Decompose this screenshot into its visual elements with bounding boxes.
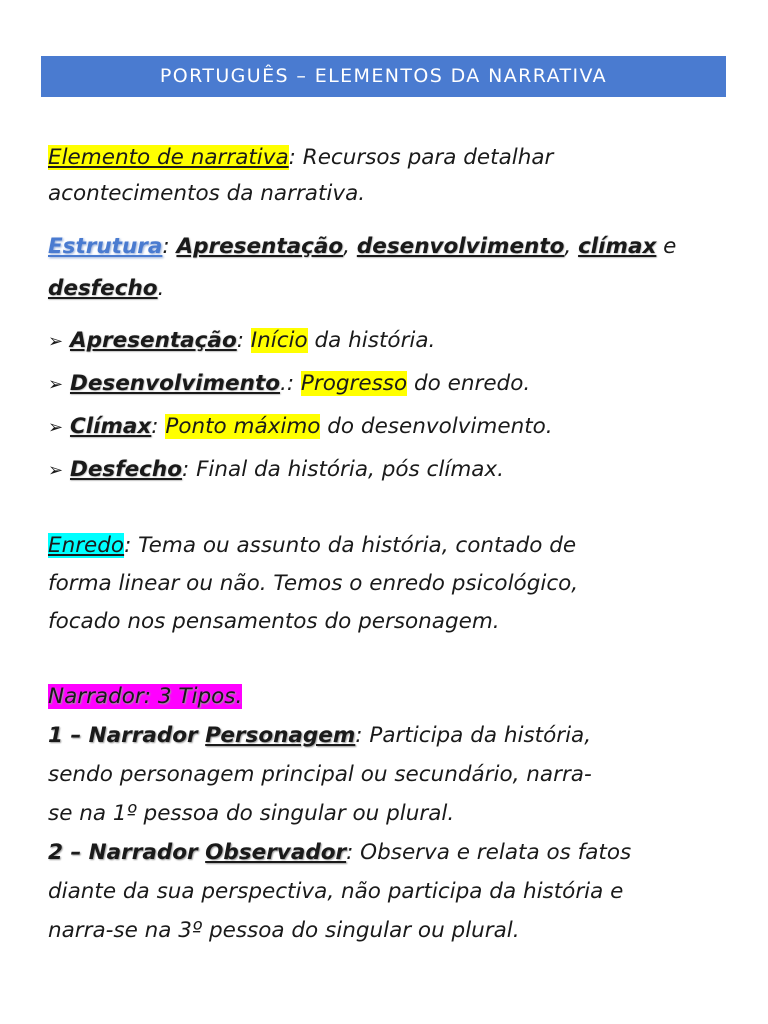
bullet-highlight: Progresso: [300, 371, 408, 396]
estrutura-part-desenvolvimento: desenvolvimento: [356, 234, 565, 259]
bullet-text: Final da história, pós clímax.: [196, 457, 504, 482]
narrador-type-2-prefix: 2 – Narrador: [48, 840, 206, 865]
narrador-type-1-line-1: : Participa da história,: [355, 723, 592, 748]
page-title: PORTUGUÊS – ELEMENTOS DA NARRATIVA: [41, 56, 726, 97]
narrador-type-2-line-1: : Observa e relata os fatos: [346, 840, 632, 865]
narrador-type-2-line-2: diante da sua perspectiva, não participa da história e: [48, 879, 624, 904]
estrutura-term: Estrutura: [48, 234, 163, 259]
estrutura-sep-1: ,: [343, 234, 357, 259]
list-item: [48, 449, 738, 492]
elemento-def-line-2: acontecimentos da narrativa.: [48, 181, 366, 206]
list-item: [48, 363, 738, 406]
narrador-type-1-prefix: 1 – Narrador: [48, 723, 206, 748]
estrutura-part-desfecho: desfecho: [48, 276, 158, 301]
estrutura-part-climax: clímax: [578, 234, 657, 259]
narrador-type-1-line-2: sendo personagem principal ou secundário, narra-: [48, 762, 592, 787]
bullet-term: Apresentação: [70, 328, 237, 353]
bullet-term: Desfecho: [70, 457, 182, 482]
estrutura-part-apresentacao: Apresentação: [176, 234, 344, 259]
estrutura-bullet-list: [48, 320, 738, 492]
arrow-bullet-icon: ➢: [48, 417, 64, 438]
bullet-term: Clímax: [70, 414, 152, 439]
narrador-type-1-term: Personagem: [205, 723, 356, 748]
bullet-colon: :: [151, 414, 166, 439]
estrutura-definition: [48, 226, 738, 310]
narrador-type-1-line-3: se na 1º pessoa do singular ou plural.: [48, 801, 455, 826]
bullet-text: do enredo.: [407, 371, 531, 396]
estrutura-and: e: [656, 234, 677, 259]
narrador-section: [48, 677, 738, 950]
estrutura-sep-2: ,: [564, 234, 579, 259]
arrow-bullet-icon: ➢: [48, 331, 64, 352]
list-item: [48, 320, 738, 363]
elemento-def-line-1: : Recursos para detalhar: [288, 145, 554, 170]
narrador-type-2-line-3: narra-se na 3º pessoa do singular ou plural.: [48, 918, 520, 943]
bullet-term: Desenvolvimento: [70, 371, 280, 396]
narrador-type-2-term: Observador: [205, 840, 347, 865]
enredo-definition: [48, 527, 738, 641]
estrutura-end: .: [157, 276, 165, 301]
bullet-text: da história.: [307, 328, 436, 353]
bullet-highlight: Início: [250, 328, 308, 353]
estrutura-colon: :: [162, 234, 177, 259]
arrow-bullet-icon: ➢: [48, 374, 64, 395]
bullet-text: do desenvolvimento.: [320, 414, 553, 439]
elemento-term: Elemento de narrativa: [48, 145, 289, 170]
bullet-colon: :: [181, 457, 197, 482]
elemento-definition: [48, 140, 738, 212]
enredo-line-2: forma linear ou não. Temos o enredo psicológico,: [48, 571, 579, 596]
enredo-line-1: : Tema ou assunto da história, contado de: [124, 533, 577, 558]
enredo-line-3: focado nos pensamentos do personagem.: [48, 609, 500, 634]
bullet-colon: :: [236, 328, 251, 353]
narrador-heading: Narrador: 3 Tipos.: [48, 684, 243, 709]
bullet-highlight: Ponto máximo: [165, 414, 321, 439]
enredo-term: Enredo: [48, 533, 125, 558]
bullet-colon: .:: [280, 371, 301, 396]
list-item: [48, 406, 738, 449]
arrow-bullet-icon: ➢: [48, 460, 64, 481]
